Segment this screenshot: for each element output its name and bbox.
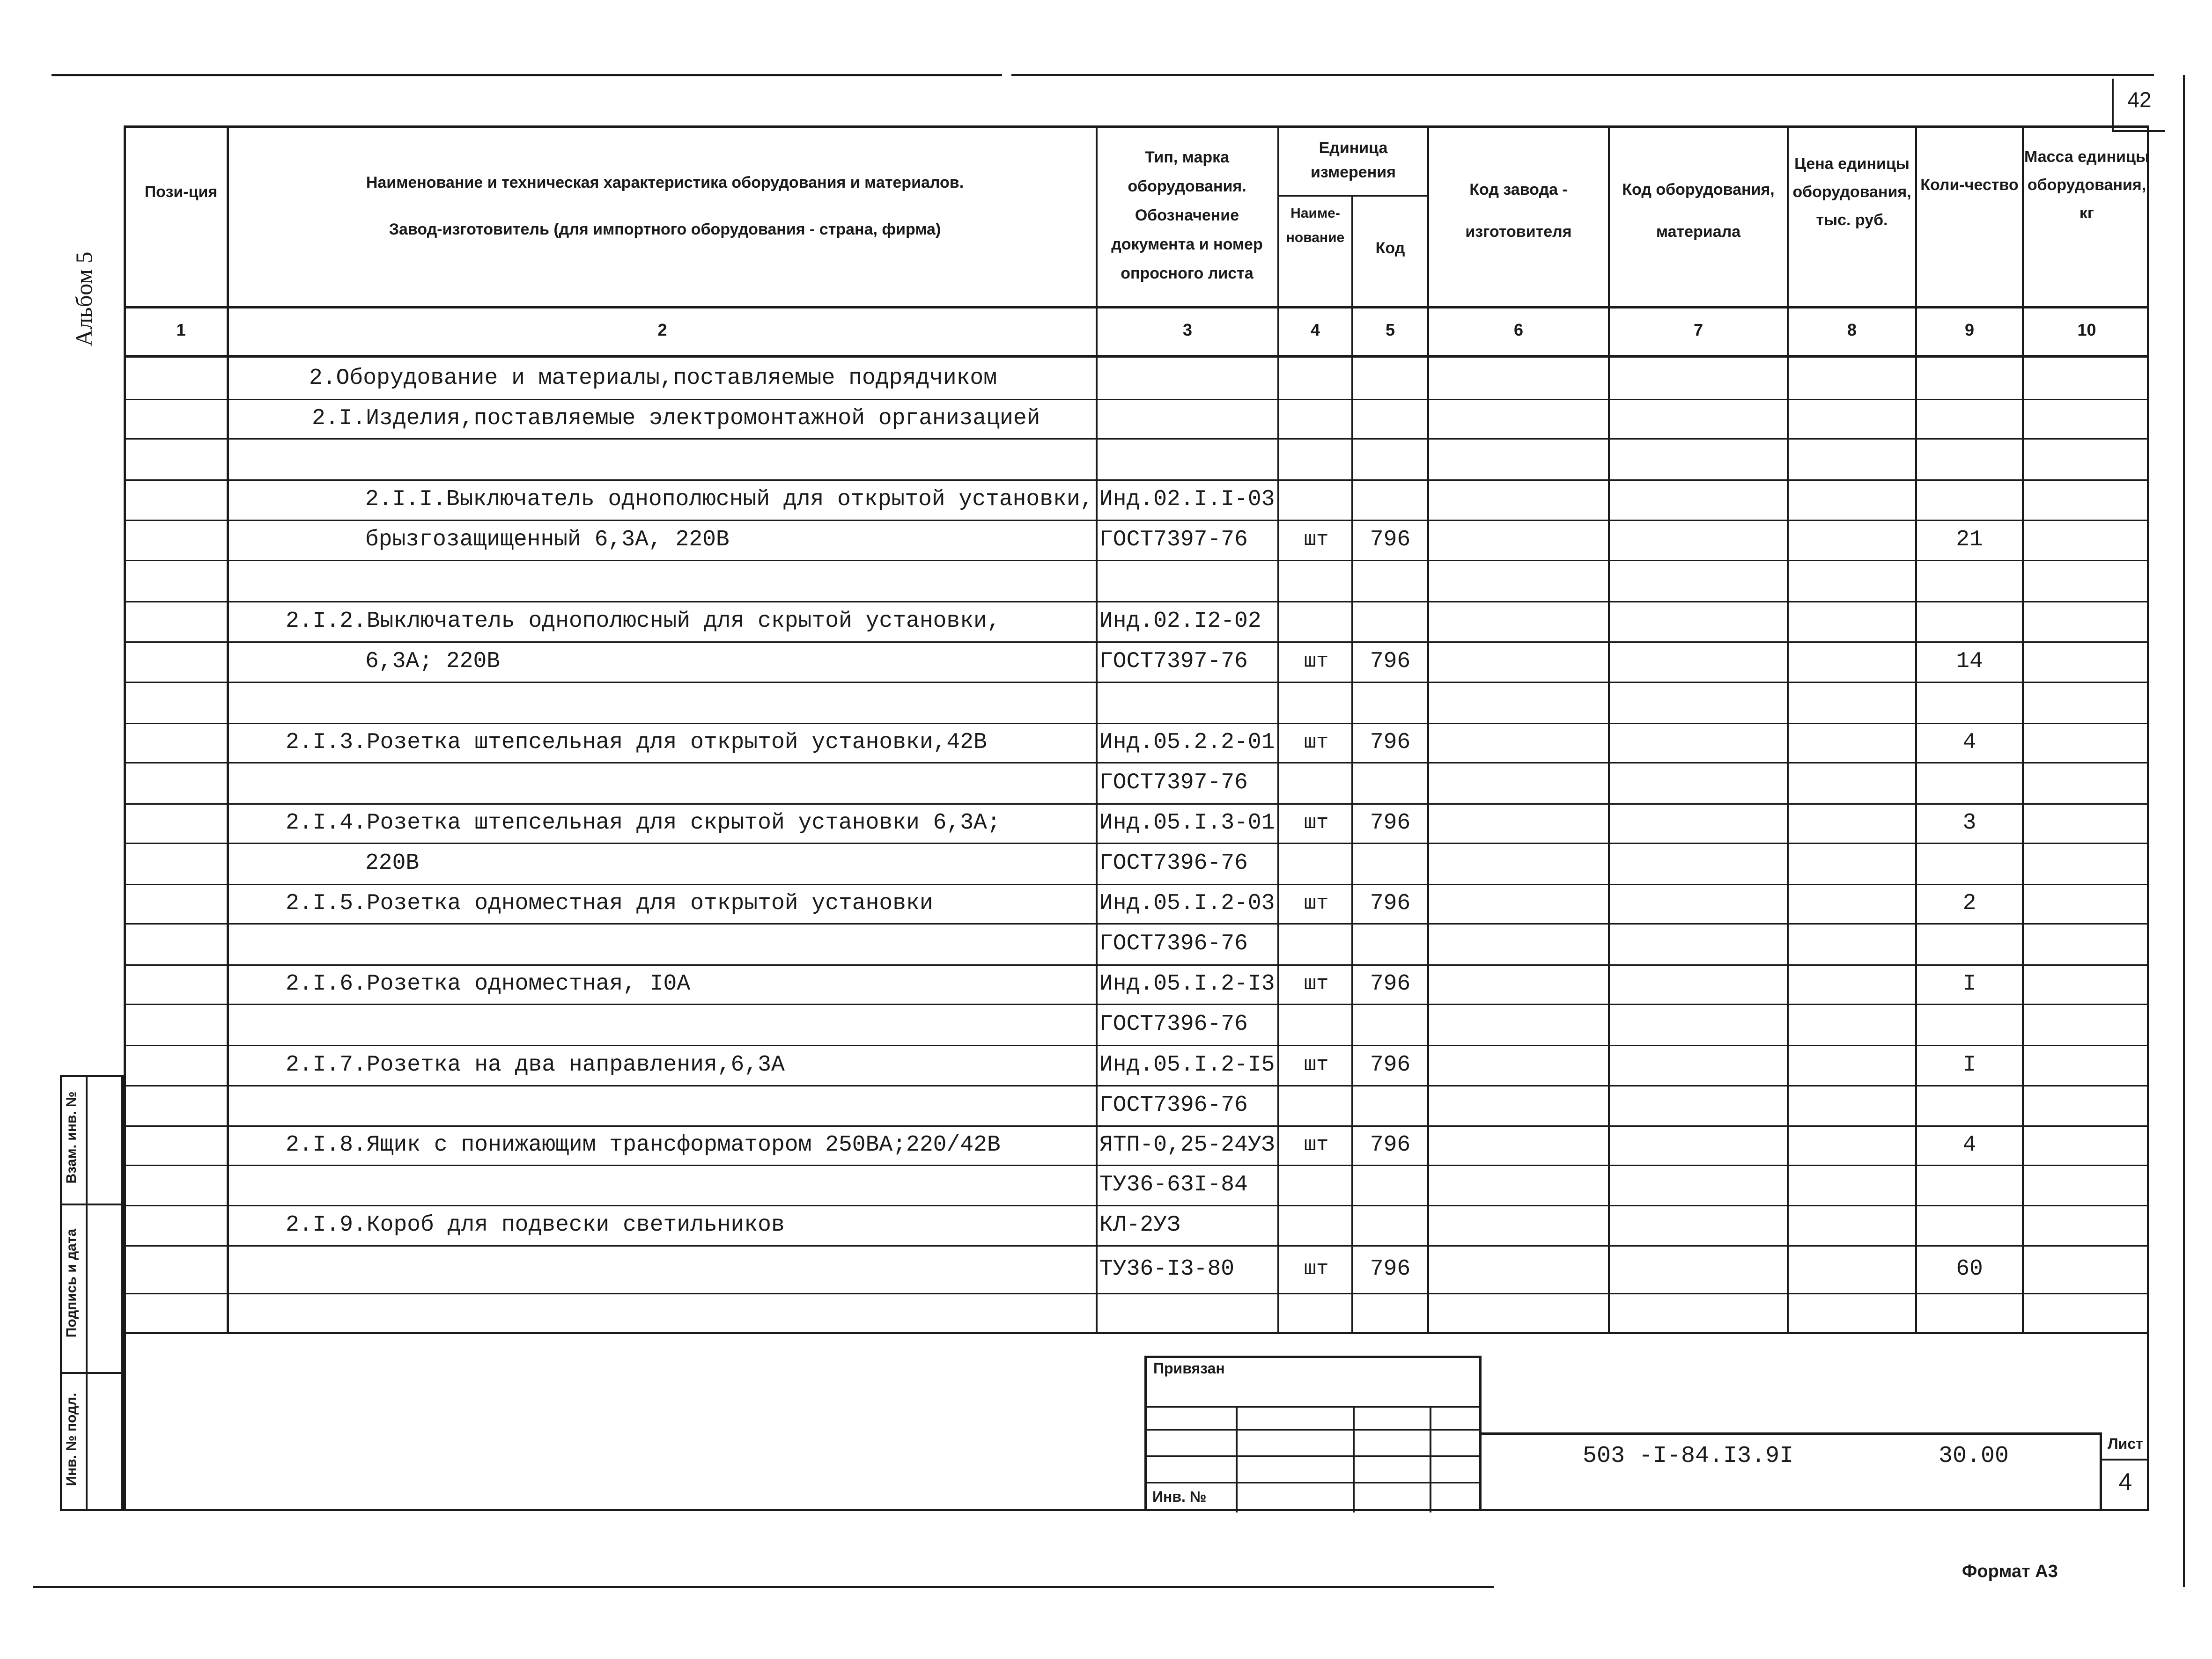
item-type: ГОСТ7396-76 (1099, 1012, 1248, 1037)
header-position: Пози-ция (144, 183, 218, 201)
top-rule-right (1011, 74, 2154, 76)
item-unit: шт (1304, 972, 1329, 996)
header-price: Цена единицы оборудования, тыс. руб. (1792, 155, 1911, 229)
item-name: 2.I.3.Розетка штепсельная для открытой установки,42В (286, 730, 987, 755)
header-name-line2: Завод-изготовитель (для импортного оборудования - страна, фирма) (389, 220, 941, 238)
item-unit: шт (1304, 892, 1329, 915)
item-type: Инд.05.2.2-01 (1099, 730, 1275, 755)
item-type: Инд.02.I2-02 (1099, 609, 1261, 634)
item-type: Инд.05.I.3-01 (1099, 810, 1275, 836)
table-row (124, 641, 2149, 682)
item-unit: шт (1304, 731, 1329, 754)
doc-code-suffix: 30.00 (1939, 1443, 2009, 1469)
item-name: 2.I.8.Ящик с понижающим трансформатором 250ВА;220/42В (286, 1132, 1001, 1158)
table-row (124, 1085, 2149, 1125)
table-row (124, 1245, 2149, 1293)
colnum-2: 2 (657, 320, 667, 339)
item-unit-code: 796 (1370, 810, 1411, 836)
table-row (124, 399, 2149, 438)
item-unit-code: 796 (1370, 649, 1411, 674)
item-type: ГОСТ7396-76 (1099, 1093, 1248, 1118)
item-name: 2.I.Изделия,поставляемые электромонтажной организацией (312, 406, 1040, 431)
header-bottom-line (124, 306, 2149, 308)
item-unit: шт (1304, 811, 1329, 835)
header-quantity: Коли-чество (1920, 176, 2019, 194)
sheet-number: 4 (2118, 1468, 2132, 1496)
item-name: 220В (365, 851, 420, 876)
item-unit-code: 796 (1370, 971, 1411, 997)
page-number: 42 (2127, 88, 2152, 112)
item-quantity: 4 (1962, 730, 1976, 755)
item-unit: шт (1304, 1133, 1329, 1157)
table-row (124, 1125, 2149, 1165)
colnum-8: 8 (1847, 320, 1857, 339)
item-quantity: 4 (1962, 1132, 1976, 1158)
table-row (124, 1045, 2149, 1085)
item-name: брызгозащищенный 6,3А, 220В (365, 527, 730, 552)
item-type: ГОСТ7396-76 (1099, 931, 1248, 956)
table-row (124, 560, 2149, 601)
item-type: ТУ36-63I-84 (1099, 1172, 1248, 1197)
table-row (124, 762, 2149, 803)
format-label: Формат А3 (1962, 1562, 2058, 1581)
item-unit-code: 796 (1370, 730, 1411, 755)
item-type: ТУ36-I3-80 (1099, 1256, 1235, 1282)
item-name: 2.I.7.Розетка на два направления,6,3А (286, 1052, 785, 1078)
item-name: 2.I.9.Короб для подвески светильников (286, 1212, 785, 1238)
colnum-9: 9 (1964, 320, 1975, 339)
table-body-bottom-line (124, 1332, 2149, 1334)
table-row (124, 358, 2149, 399)
item-name: 2.I.I.Выключатель однополюсный для открытой установки, (365, 487, 1094, 512)
colnum-7: 7 (1693, 320, 1703, 339)
colnum-1: 1 (176, 320, 186, 339)
table-row (124, 803, 2149, 843)
table-row (124, 723, 2149, 762)
item-quantity: 60 (1956, 1256, 1983, 1282)
item-type: КЛ-2УЗ (1099, 1212, 1180, 1238)
colnum-10: 10 (2077, 320, 2096, 339)
item-name: 2.I.5.Розетка одноместная для открытой установки (286, 891, 933, 916)
unit-group-line (1277, 195, 1429, 197)
item-type: ГОСТ7397-76 (1099, 649, 1248, 674)
item-unit: шт (1304, 1257, 1329, 1281)
attached-stamp (1144, 1356, 1482, 1510)
item-unit-code: 796 (1370, 527, 1411, 552)
item-type: ГОСТ7397-76 (1099, 770, 1248, 795)
header-type: Тип, марка оборудования. Обозначение документа и номер опросного листа (1111, 148, 1263, 282)
item-name: 2.I.4.Розетка штепсельная для скрытой установки 6,3А; (286, 810, 1001, 836)
colnum-3: 3 (1182, 320, 1193, 339)
header-equipment-code: Код оборудования, материала (1622, 181, 1775, 241)
item-type: Инд.05.I.2-I3 (1099, 971, 1275, 997)
table-row (124, 923, 2149, 964)
table-row (124, 479, 2149, 520)
album-label: Альбом 5 (71, 251, 97, 346)
doc-code: 503 -I-84.I3.9I (1583, 1443, 1794, 1469)
table-row (124, 1165, 2149, 1205)
item-unit: шт (1304, 528, 1329, 551)
colnum-4: 4 (1310, 320, 1320, 339)
item-unit: шт (1304, 1053, 1329, 1077)
table-row (124, 843, 2149, 884)
item-type: ЯТП-0,25-24УЗ (1099, 1132, 1275, 1158)
right-edge-rule (2183, 75, 2185, 1587)
colnum-6: 6 (1513, 320, 1524, 339)
header-mass: Масса единицы оборудования, кг (2024, 148, 2150, 222)
colnum-5: 5 (1385, 320, 1395, 339)
table-row (124, 1293, 2149, 1332)
item-name: 6,3А; 220В (365, 649, 501, 674)
item-unit-code: 796 (1370, 1256, 1411, 1282)
item-name: 2.I.6.Розетка одноместная, I0А (286, 971, 691, 997)
table-row (124, 520, 2149, 560)
item-type: ГОСТ7396-76 (1099, 851, 1248, 876)
item-unit-code: 796 (1370, 1132, 1411, 1158)
side-stamp-replace-inv: Взам. инв. № (64, 1091, 79, 1184)
item-quantity: 3 (1962, 810, 1976, 836)
inv-label: Инв. № (1152, 1488, 1207, 1505)
item-unit-code: 796 (1370, 891, 1411, 916)
item-unit: шт (1304, 650, 1329, 673)
side-stamp-signature-date: Подпись и дата (64, 1228, 79, 1338)
attached-label: Привязан (1153, 1360, 1225, 1377)
table-row (124, 438, 2149, 479)
page-number-box (2112, 79, 2165, 132)
item-type: Инд.05.I.2-I5 (1099, 1052, 1275, 1078)
table-row (124, 1205, 2149, 1245)
item-unit-code: 796 (1370, 1052, 1411, 1078)
side-stamp-original-inv: Инв. № подл. (64, 1393, 79, 1486)
table-row (124, 964, 2149, 1004)
table-row (124, 601, 2149, 641)
item-quantity: I (1962, 1052, 1976, 1078)
item-quantity: I (1962, 971, 1976, 997)
doc-code-rule (1482, 1432, 2101, 1435)
table-row (124, 1004, 2149, 1045)
header-unit-name: Наиме-нование (1286, 206, 1345, 245)
sheet-label: Лист (2108, 1435, 2143, 1452)
item-name: 2.Оборудование и материалы,поставляемые подрядчиком (309, 366, 997, 391)
top-rule-left (52, 74, 1002, 76)
item-type: Инд.05.I.2-03 (1099, 891, 1275, 916)
header-unit-code: Код (1375, 239, 1405, 257)
item-name: 2.I.2.Выключатель однополюсный для скрытой установки, (286, 609, 1001, 634)
bottom-rule (33, 1586, 1494, 1588)
item-quantity: 14 (1956, 649, 1983, 674)
item-type: ГОСТ7397-76 (1099, 527, 1248, 552)
item-quantity: 2 (1962, 891, 1976, 916)
item-type: Инд.02.I.I-03 (1099, 487, 1275, 512)
item-quantity: 21 (1956, 527, 1983, 552)
header-plant-code: Код завода - изготовителя (1465, 181, 1572, 241)
table-row (124, 884, 2149, 923)
header-unit-group: Единица измерения (1311, 139, 1396, 181)
header-name-line1: Наименование и техническая характеристика оборудования и материалов. (366, 174, 964, 191)
sheet-box (2100, 1432, 2149, 1511)
table-row (124, 682, 2149, 723)
